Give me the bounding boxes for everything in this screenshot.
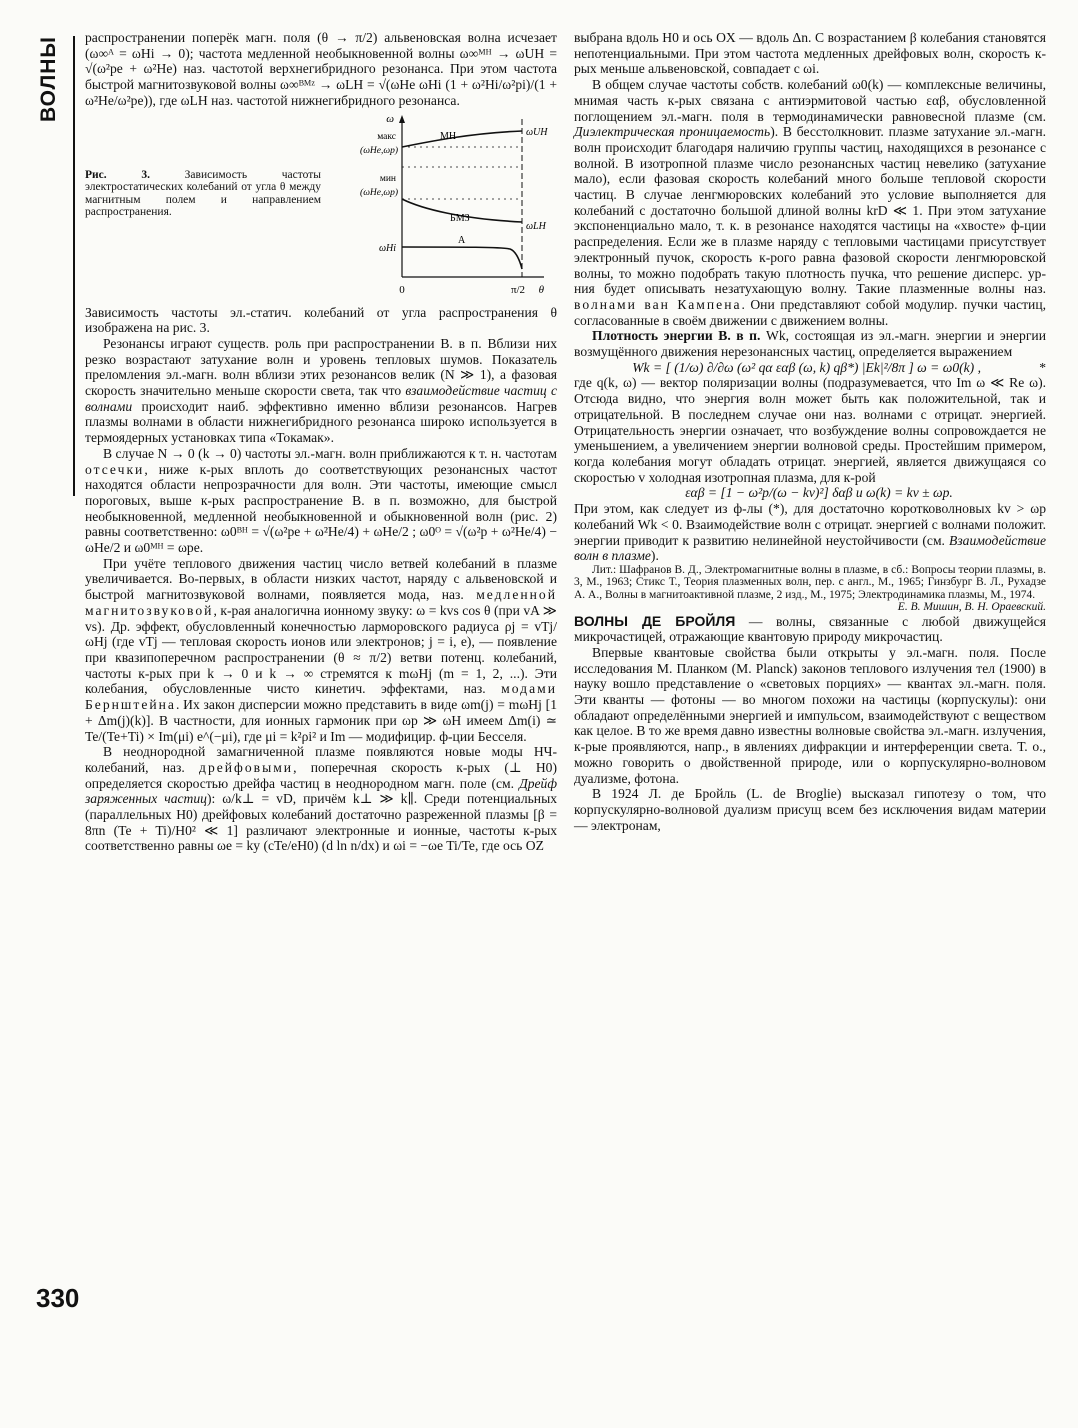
cross-reference[interactable]: взаимодействие частиц с волнами (85, 383, 557, 414)
literature-list: Лит.: Шафранов В. Д., Электромагнитные волны в плазме, в сб.: Вопросы теории плазмы, в. 3, М., 1963; Стикс Т., Теория плазменных волн, пер. с англ., М., 1965; Гинзбург В. Л., Рухадзе А. А., Волны в магнитоактивной плазме, 2 изд., М., 1975; Электродинамика плазмы, М., 1974. (574, 563, 1046, 601)
paragraph-thermal: При учёте теплового движения частиц число ветвей колебаний в плазме увеличивается. Во-первых, в области низких частот, наряду с альвеновской и быстрой магнитозвуковой волнами, появляется мода, наз. медленной магнитозвуковой, к-рая аналогична ионному звуку: ω = kvs cos θ (при vA ≫ vs). Др. эффект, обусловленный конечностью ларморовского радиуса ρj = vTj/ωHj (где vTj — тепловая скорость ионов или электронов; j = i, e), — появление при квазипоперечном распространении (θ ≈ π/2) ветви потенц. колебаний, частоты к-рых при k → 0 и k → ∞ стремятся к mωHj (m = 1, 2, ...). Эти колебания, обусловленные чисто кинетич. эффектами, наз. модами Бернштейна. Их закон дисперсии можно представить в виде ωm(j) = mωHj [1 + Δm(j)(k)]. В частности, для ионных гармоник при ωp ≫ ωH имеем Δm(i) ≃ Te/(Te+Ti) × Im(μi) e^(−μi), где μi = k²ρi² и Im — модифицир. ф-ции Бесселя. (85, 555, 557, 744)
cross-reference[interactable]: Диэлектрическая проницаемость (574, 124, 771, 140)
curve-bmz-label: БМЗ (450, 212, 470, 224)
label-min-args: (ωHe,ωp) (360, 187, 398, 198)
entry-de-broglie: ВОЛНЫ ДЕ БРОЙЛЯ — волны, связанные с любой движущейся микрочастицей, отражающие квантовую природу микрочастиц. (574, 612, 1046, 645)
paragraph-continuation: выбрана вдоль H0 и ось OX — вдоль Δn. С возрастанием β колебания становятся непотенциальными. При этом частота медленных дрейфовых волн, скорость к-рых меньше альвеновской, совпадает с ωi. (574, 30, 1046, 77)
figure-caption (85, 169, 321, 219)
entry-title: ВОЛНЫ ДЕ БРОЙЛЯ (574, 612, 736, 629)
y-axis-label: ω (386, 112, 394, 125)
paragraph-energy-continued: где q(k, ω) — вектор поляризации волны (подразумевается, что Im ω ≪ Re ω). Отсюда видно, что энергия волн может быть как положительной, так и отрицательной. В последнем случае они наз. волнами с отрицат. энергией. Отрицательность энергии означает, что возбуждение волны сопровождается не уменьшением, а увеличением энергии волновой среды. Простейшим примером, когда колебания могут обладать отрицат. энергией, является движущаяся со скоростью v холодная изотропная плазма, для к-рой (574, 375, 1046, 485)
paragraph-intro: распространении поперёк магн. поля (θ → π/2) альвеновская волна исчезает (ω∞ᴬ = ωHi → 0); частота медленной необыкновенной волны ω∞ᴹᴴ → ωUH = √(ω²pe + ω²He) наз. частотой верхнегибридного резонанса. При этом частота быстрой магнитозвуковой волны ω∞ᴮᴹᶻ → ωLH = √(ωHe ωHi (1 + ω²Hi/ω²pi)/(1 + ω²He/ω²pe)), где ωLH наз. частотой нижнегибридного резонанса. (85, 30, 557, 108)
paragraph-broglie: В 1924 Л. де Бройль (L. de Broglie) высказал гипотезу о том, что корпускулярно-волновой дуализм присущ всем без исключения видам материи — электронам, (574, 786, 1046, 833)
page-number: 330 (36, 1283, 80, 1313)
curve-mn (402, 131, 522, 147)
equation-energy: Wk = [ (1/ω) ∂/∂ω (ω² qα εαβ (ω, k) qβ*) |Ek|²/8π ] ω = ω0(k) , * (632, 359, 1046, 375)
x-tick-end: π/2 (510, 283, 526, 296)
label-max: макс (377, 131, 396, 142)
literature-block (574, 564, 1046, 614)
equation-mark: * (1039, 359, 1046, 375)
figure-caption-text: Зависимость частоты электростатических колебаний от угла θ между магнитным полем и направлением распространения. (85, 168, 321, 219)
paragraph-figure-reference: Зависимость частоты эл.-статич. колебаний от угла распространения θ изображена на рис. 3. (85, 304, 557, 336)
cross-reference[interactable]: Взаимодействие волн в плазме (574, 532, 1046, 564)
figure-plot (322, 111, 554, 299)
paragraph-resonances: Резонансы играют существ. роль при распространении В. в п. Вблизи них резко возрастают затухание волн и уровень тепловых шумов. Показатель преломления эл.-магн. волн вблизи этих резонансов велик (N ≫ 1), а фазовая скорость значительно меньше скорости света, так что взаимодействие частиц с волнами происходит наиб. эффективно именно вблизи резонансов. Нагрев плазмы волнами в области нижнегибридного резонанса широко используется в термоядерных установках типа «Токамак». (85, 335, 557, 446)
label-min: мин (379, 173, 396, 184)
run-in-heading: Плотность энергии В. в п. (592, 328, 761, 344)
label-omega-hi: ωHi (378, 242, 396, 254)
paragraph-energy: Плотность энергии В. в п. Wk, состоящая из эл.-магн. энергии и энергии возмущённого движения нерезонансных частиц, определяется выражением (574, 328, 1046, 360)
label-omega-uh: ωUH (526, 126, 548, 138)
curve-a (402, 247, 522, 269)
curve-mn-label: МН (440, 130, 457, 142)
x-axis-label: θ (538, 283, 544, 296)
right-column (574, 30, 1046, 833)
cross-reference[interactable]: Дрейф заряженных частиц (85, 775, 557, 807)
paragraph-damping: В общем случае частоты собств. колебаний ω0(k) — комплексные величины, мнимая часть к-рых связана с антиэрмитовой частью εαβ, обусловленной поглощением эл.-магн. поля в термодинамически равновесной плазме (см. Диэлектрическая проницаемость). В бесстолкновит. плазме затухание эл.-магн. волн происходит благодаря наличию группы частиц, находящихся в резонансе с волной. В изотропной плазме число резонансных частиц невелико (затухание мало), если фазовая скорость колебаний много больше тепловой скорости частиц. В случае ленгмюровских колебаний это условие выполняется для колебаний с достаточно большой длиной волны krD ≪ 1. При этом затухание экспоненциально мало, т. к. в резонансе находятся частицы на «хвосте» ф-ции распределения. Если же в плазме наряду с тепловыми частицами присутствует электронный пучок, скорость к-рого равна фазовой скорости ленгмюровской волны, то можно подобрать такую плотность пучка, что решение дисперс. ур-ния будет описывать незатухающую волну. Такие плазменные волны наз. волнами ван Кампена. Они представляют собой модулир. пучки частиц, согласованные в своём движении с движением волны. (574, 77, 1046, 328)
label-omega-lh: ωLH (526, 220, 546, 232)
label-max-args: (ωHe,ωp) (360, 145, 398, 156)
section-side-label: ВОЛНЫ (37, 36, 60, 122)
paragraph-instability: При этом, как следует из ф-лы (*), для достаточно коротковолновых kv > ωp колебаний Wk < 0. Взаимодействие волн с отрицат. энергией с волнами положит. энергии приводит к развитию нелинейной неустойчивости (см. Взаимодействие волн в плазме). (574, 501, 1046, 564)
x-tick-zero: 0 (399, 283, 405, 296)
paragraph-drift: В неоднородной замагниченной плазме появляются новые моды НЧ-колебаний, наз. дрейфовыми, поперечная скорость к-рых (⊥ H0) определяется скоростью дрейфа частиц в неоднородном магн. поле (см. Дрейф заряженных частиц): ω/k⊥ = vD, причём k⊥ ≫ k∥. Среди потенциальных (параллельных H0) дрейфовых колебаний достаточно разреженной плазмы [β = 8πn (Te + Ti)/H0² ≪ 1] различают электронные и ионные, частоты к-рых соответственно равны ωe = ky (cTe/eH0) (d ln n/dx) и ωi = −ωe Ti/Te, где ось OZ (85, 744, 558, 854)
figure-caption-number: Рис. 3. (85, 168, 150, 181)
margin-rule (73, 36, 75, 496)
paragraph-cutoff: В случае N → 0 (k → 0) частоты эл.-магн. волн приближаются к т. н. частотам отсечки, ниже к-рых вплоть до соответствующих резонансных частот находятся области непрозрачности для волн. Эти частоты, имеющие смысл пороговых, выше к-рых распространение В. в п. возможно, для быстрой необыкновенной, медленной необыкновенной и обыкновенной волн (рис. 2) равны соответственно: ω0ᴮᴴ = √(ω²pe + ω²He/4) + ωHe/2 ; ω0ᴼ = √(ω²p + ω²He/4) − ωHe/2 и ω0ᴹᴴ = ωpe. (85, 445, 557, 556)
left-column (85, 30, 557, 854)
curve-a-label: А (458, 234, 466, 246)
equation-cold-plasma: εαβ = [1 − ω²p/(ω − kv)²] δαβ и ω(k) = kv ± ωp. (685, 485, 953, 501)
figure-3 (85, 111, 557, 301)
paragraph-quantum: Впервые квантовые свойства были открыты у эл.-магн. поля. После исследования М. Планком (M. Planck) законов теплового излучения тел (1900) в науку вошло представление о «световых порциях» — квантах эл.-магн. поля. Эти кванты — фотоны — во многом похожи на частицы (корпускулы): они обладают определёнными энергией и импульсом, взаимодействуют с веществом как целое. В то же время давно известны волновые свойства эл.-магн. излучения, к-рые проявляются, напр., в явлениях дифракции и интерференции света. Т. о., можно говорить о двойственной природе, или о корпускулярно-волновом дуализме, фотона. (574, 644, 1046, 786)
literature-authors: Е. В. Мишин, В. Н. Ораевский. (897, 601, 1046, 614)
